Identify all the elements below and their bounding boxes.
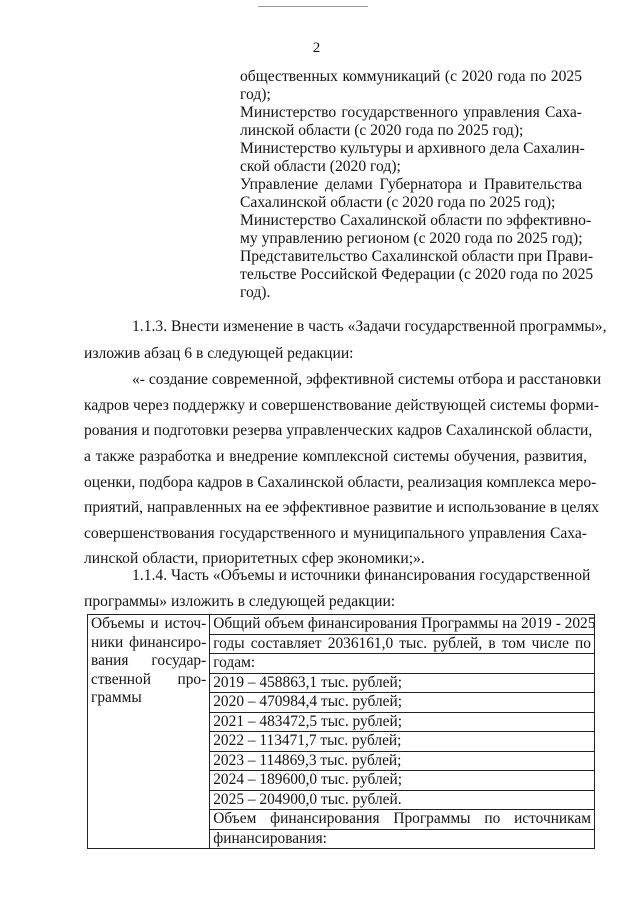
value-line: финансирования: xyxy=(210,829,594,849)
quote-line: приятий, направленных на ее эффективное развитие и использование в целях xyxy=(84,499,600,516)
quote-line: рования и подготовки резерва управленческих кадров Сахалинской области, xyxy=(84,422,593,439)
financing-table xyxy=(87,614,595,849)
page-number: 2 xyxy=(312,40,321,56)
value-line: годы составляет 2036161,0 тыс. рублей, в том числе по xyxy=(210,634,594,654)
agency-line: общественных коммуникаций (с 2020 года по 2025 xyxy=(240,68,582,85)
label-line: ники финансиро- xyxy=(91,633,207,651)
agency-line: линской области (с 2020 года по 2025 год); xyxy=(240,122,524,139)
agency-line: Министерство Сахалинской области по эффективно- xyxy=(240,212,592,229)
value-line: годам: xyxy=(210,653,594,673)
value-line: 2021 – 483472,5 тыс. рублей; xyxy=(210,712,594,732)
value-line: Объем финансирования Программы по источникам xyxy=(210,809,594,829)
quote-line: а также разработка и внедрение комплексной системы обучения, развития, xyxy=(84,448,587,465)
value-cell xyxy=(210,615,595,849)
agency-line: му управлению регионом (с 2020 года по 2025 год); xyxy=(240,230,583,247)
agency-line: Управление делами Губернатора и Правительства xyxy=(240,176,582,193)
value-line: Общий объем финансирования Программы на 2019 - 2025 xyxy=(213,615,596,632)
quote-line: кадров через поддержку и совершенствование действующей системы форми- xyxy=(84,397,599,414)
value-line: 2023 – 114869,3 тыс. рублей; xyxy=(210,751,594,771)
agency-line: год); xyxy=(240,86,271,103)
quote-line: оценки, подбора кадров в Сахалинской области, реализация комплекса меро- xyxy=(84,474,597,491)
value-line: 2025 – 204900,0 тыс. рублей. xyxy=(210,790,594,810)
top-rule xyxy=(258,6,368,7)
agency-line: тельстве Российской Федерации (с 2020 года по 2025 xyxy=(240,266,594,283)
table-row xyxy=(88,615,595,849)
label-line: Объемы и источ- xyxy=(91,615,207,632)
quote-line: «- создание современной, эффективной системы отбора и расстановки xyxy=(132,371,602,388)
label-line: граммы xyxy=(91,689,142,706)
label-line: вания государ- xyxy=(91,652,207,669)
agency-line: Министерство государственного управления Саха- xyxy=(240,104,582,121)
item-114-line: программы» изложить в следующей редакции: xyxy=(84,593,396,610)
agency-line: год). xyxy=(240,284,271,301)
agency-line: ской области (2020 год); xyxy=(240,158,401,175)
label-line: ственной про- xyxy=(91,670,207,688)
agency-line: Представительство Сахалинской области при Прави- xyxy=(240,248,594,265)
item-113-line: изложив абзац 6 в следующей редакции: xyxy=(84,345,354,362)
quote-line: линской области, приоритетных сфер экономики;». xyxy=(84,550,425,567)
agency-line: Сахалинской области (с 2020 года по 2025 год); xyxy=(240,194,556,211)
value-line: 2019 – 458863,1 тыс. рублей; xyxy=(210,673,594,693)
value-line: 2020 – 470984,4 тыс. рублей; xyxy=(210,692,594,712)
value-line: 2022 – 113471,7 тыс. рублей; xyxy=(210,731,594,751)
label-cell xyxy=(88,615,210,849)
item-114-line: 1.1.4. Часть «Объемы и источники финансирования государственной xyxy=(132,567,591,584)
agency-line: Министерство культуры и архивного дела Сахалин- xyxy=(240,140,585,157)
quote-line: совершенствования государственного и муниципального управления Саха- xyxy=(84,525,587,542)
value-line: 2024 – 189600,0 тыс. рублей; xyxy=(210,770,594,790)
item-113-line: 1.1.3. Внести изменение в часть «Задачи государственной программы», xyxy=(132,318,607,335)
